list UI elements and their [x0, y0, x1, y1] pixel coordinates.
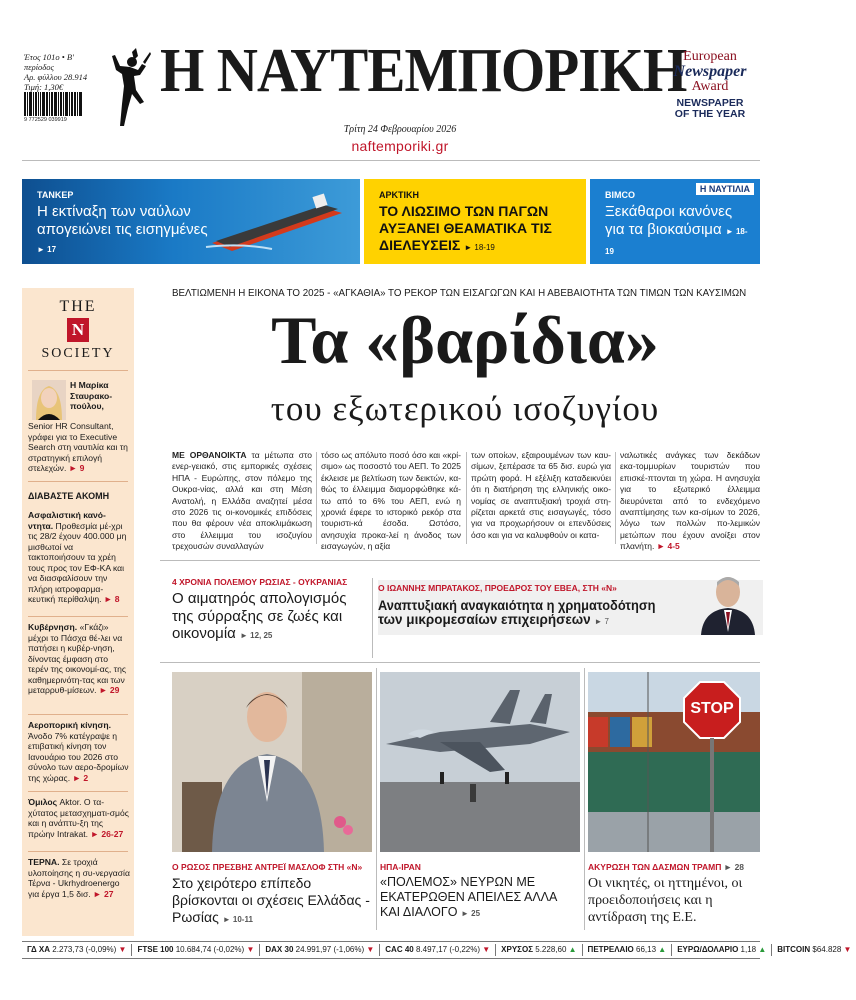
item-page: ► 26-27: [90, 828, 124, 839]
arrow-up-icon: ▲: [758, 945, 767, 954]
item-page: ► 8: [103, 594, 120, 604]
story-ukraine-war[interactable]: [172, 577, 372, 645]
item-text: Άνοδο 7% κατέγραψε η επιβατική κίνηση τον Ιανουάριο του 2026 στο σύνολο των αερο-δρομίων της χώρας.: [28, 730, 129, 783]
lead-in: ΜΕ ΟΡΘΑΝΟΙΚΤΑ: [172, 450, 247, 460]
box1-kicker: ΤΑΝΚΕΡ: [37, 190, 74, 200]
sidebar-divider: [28, 481, 128, 482]
item-bold: Όμιλος: [28, 797, 58, 807]
main-column-4: [620, 450, 760, 553]
photo-ambassador: [172, 672, 372, 852]
sidebar-divider: [28, 616, 128, 617]
story-b-page: ► 7: [594, 617, 609, 626]
issue-number: Αρ. φύλλου 28.914: [24, 72, 88, 82]
item-page-number: 26-27: [101, 828, 124, 839]
read-also-item[interactable]: [28, 797, 130, 839]
item-text: Aktor. Ο τα-χύτατος μετασχηματι-σμός και η ανάπτυ-ξη της πρώην Intrakat.: [28, 797, 129, 839]
website-link[interactable]: naftemporiki.gr: [351, 138, 449, 154]
ticker-item: [260, 944, 380, 956]
promo-box-bimco[interactable]: [590, 179, 760, 264]
award-line-3: Award: [691, 79, 729, 94]
item-page-number: 8: [114, 594, 120, 604]
photo-story-1-title-text: Στο χειρότερο επίπεδο βρίσκονται οι σχέσεις Ελλάδας - Ρωσίας: [172, 875, 370, 925]
photo-story-2-page-number: 25: [471, 909, 481, 918]
author-name: Η Μαρίκα Σταυρακο-πούλου,: [70, 380, 113, 411]
main-subheadline: του εξωτερικού ισοζυγίου: [270, 389, 660, 428]
ticker-label: ΕΥΡΩ/ΔΟΛΑΡΙΟ: [677, 945, 739, 954]
barcode-number: 9 772529 039919: [24, 117, 67, 123]
ticker-value: $64.828: [812, 945, 842, 954]
arrow-up-icon: ▲: [658, 945, 667, 954]
photo-story-2-kicker: ΗΠΑ-ΙΡΑΝ: [380, 862, 421, 872]
column-text: τα μέτωπα στο ενερ-γειακό, στις εμπορικές σχέσεις ΗΠΑ - Ευρώπης, στον πόλεμο της Ουκρα-νίας, αλλά και στη Μέση Ανατολή, η Ελλάδα αναζητεί μέσα στο 2026 τις οι-κονομικές επιδόσεις που θα φέρουν νέα αποκλιμάκωση στο έλλειμμα του ισοζυγίου τρεχουσών συναλλαγών: [172, 450, 312, 552]
arrow-down-icon: ▼: [843, 945, 852, 954]
item-page: ► 2: [72, 772, 89, 783]
issue-year: Έτος 101ο • Β' περίοδος: [24, 52, 74, 72]
award-line-2: Newspaper: [673, 63, 747, 80]
ticker-item: [672, 944, 772, 956]
item-page-number: 29: [109, 685, 120, 695]
ticker-value: 10.684,74 (-0,02%): [175, 945, 245, 954]
item-bold: ΤΕΡΝΑ.: [28, 857, 60, 867]
main-page-number: 4-5: [667, 541, 680, 552]
item-text: «Γκάζι» μέχρι το Πάσχα θέ-λει να πατήσει η κυβέρ-νηση, δίνοντας έμφαση στο τερέν της οικονομί-ας, της καθημερινότη-τας και των μεταρρυθ-μίσεων.: [28, 622, 126, 695]
photo-story-3-kicker-text: ΑΚΥΡΩΣΗ ΤΩΝ ΔΑΣΜΩΝ ΤΡΑΜΠ: [588, 862, 722, 872]
ticker-item: [132, 944, 260, 956]
photo-story-3-kicker-page: ► 28: [723, 862, 745, 872]
arrow-down-icon: ▼: [482, 945, 491, 954]
story-b-title-2-text: των μικρομεσαίων επιχειρήσεων: [378, 612, 591, 627]
issue-price: Τιμή: 1,30€: [24, 82, 64, 92]
ticker-value: 2.273,73 (-0,09%): [52, 945, 117, 954]
read-also-item[interactable]: [28, 622, 130, 696]
column-divider: [466, 452, 467, 544]
main-column-1: [172, 450, 312, 553]
item-bold: Κυβέρνηση.: [28, 622, 78, 632]
box2-kicker: ΑΡΚΤΙΚΗ: [379, 190, 419, 200]
promo-box-arctic[interactable]: [364, 179, 586, 264]
story-b-title-1: Αναπτυξιακή αναγκαιότητα η χρηματοδότηση: [378, 598, 656, 613]
ticker-value: 1,18: [740, 945, 757, 954]
column-divider: [372, 578, 373, 658]
box2-page-number: 18-19: [474, 243, 495, 252]
item-page: ► 29: [98, 685, 120, 695]
box2-title: [379, 203, 575, 256]
award-badge: [655, 50, 765, 120]
item-page-number: 2: [83, 772, 89, 783]
arrow-up-icon: ▲: [568, 945, 577, 954]
photo-stop-sign: [588, 672, 760, 852]
photo-story-2-page: ► 25: [461, 909, 481, 918]
photo-story-1-page: ► 10-11: [222, 915, 253, 924]
sidebar-divider: [28, 791, 128, 792]
story-bratakos-interview[interactable]: [378, 580, 763, 635]
item-bold: Ασφαλιστική κανό-ντητα.: [28, 510, 106, 531]
main-kicker: ΒΕΛΤΙΩΜΕΝΗ Η ΕΙΚΟΝΑ ΤΟ 2025 - «ΑΓΚΑΘΙΑ» ΤΟ ΡΕΚΟΡ ΤΩΝ ΕΙΣΑΓΩΓΩΝ ΚΑΙ Η ΑΒΕΒΑΙΟΤΗΤΑ ΤΩΝ ΤΙΜΩΝ ΤΩΝ ΚΑΥΣΙΜΩΝ: [172, 287, 747, 299]
ticker-label: ΓΔ ΧΑ: [27, 945, 51, 954]
item-page: ► 27: [93, 888, 114, 899]
society-logo-letter: N: [67, 318, 89, 342]
author-page: ► 9: [68, 463, 85, 473]
photo-story-1-page-number: 10-11: [232, 915, 253, 924]
box3-kicker: BIMCO: [605, 190, 635, 200]
item-text: Προθεσμία μέ-χρι τις 28/2 έχουν 400.000 μη μισθωτοί να τακτοποιήσουν τα χρέη τους προς τον ΕΦ-ΚΑ και να διασφαλίσουν την πλήρη ιατροφαρμα-κευτική περίθαλψη.: [28, 520, 127, 604]
box1-title-text: Η εκτίναξη των ναύλων απογειώνει τις εισηγμένες: [37, 203, 208, 238]
masthead-divider: [22, 160, 760, 161]
story-a-title: [172, 590, 372, 645]
fighter-jet-photo: [380, 672, 580, 852]
arrow-down-icon: ▼: [366, 945, 375, 954]
main-column-3: [471, 450, 611, 541]
column-divider: [376, 668, 377, 930]
photo-story-2-title: [380, 875, 580, 921]
box1-title: [37, 203, 217, 259]
column-text: τόσο ως απόλυτο ποσό όσο και «κρί-σιμο» ως ποσοστό του ΑΕΠ. Το 2025 έκλεισε με βελτίωση των δεικτών, κα-θώς το έλλειμμα διαμορφώθηκε κά-τω από το 6% του ΑΕΠ, ενώ η χρονιά έφερε το ιστορικό ρεκόρ στα τουριστι-κά έσοδα. Ωστόσο, ανησυχία προκα-λεί η άνοδος των εισαγωγών, η αξία: [321, 450, 461, 552]
column-text: των οποίων, εξαιρουμένων των καυ-σίμων, ξεπέρασε τα 65 δισ. ευρώ για πρώτη φορά. Η εξέλιξη καταδεικνύει ότι η διατήρηση της ελληνικής οικο-νομίας σε αναπτυξιακή τροχιά στη-ρίζεται αρκετά στις εισαγωγές, τόσο για να προχωρήσουν οι επενδύσεις όσο και για να καλυφθούν οι κατα-: [471, 450, 611, 540]
nautilia-badge: Η ΝΑΥΤΙΛΙΑ: [696, 183, 754, 195]
item-page-number: 27: [103, 888, 114, 899]
read-also-heading: ΔΙΑΒΑΣΤΕ ΑΚΟΜΗ: [28, 491, 110, 501]
box1-page: ► 17: [37, 245, 57, 254]
stop-sign-photo: [588, 672, 760, 852]
section-divider: [160, 560, 760, 561]
ambassador-photo: [172, 672, 372, 852]
photo-story-1-title: [172, 875, 377, 928]
read-also-item[interactable]: [28, 720, 130, 783]
society-the: THE: [59, 298, 97, 315]
award-line-1: European: [683, 49, 737, 64]
story-b-kicker: Ο ΙΩΑΝΝΗΣ ΜΠΡΑΤΑΚΟΣ, ΠΡΟΕΔΡΟΣ ΤΟΥ ΕΒΕΑ, ΣΤΗ «Ν»: [378, 583, 617, 593]
author-bio-text: Senior HR Consultant, γράφει για το Executive Search στη ναυτιλία και τη στρατηγική επιλογή στελεχών.: [28, 421, 128, 473]
ticker-label: DAX 30: [265, 945, 294, 954]
ticker-label: BITCOIN: [777, 945, 811, 954]
issue-date: Τρίτη 24 Φεβρουαρίου 2026: [343, 124, 457, 135]
ticker-item: [380, 944, 496, 956]
read-also-item[interactable]: [28, 510, 130, 605]
ticker-item: [496, 944, 582, 956]
photo-story-3-kicker-page-number: 28: [734, 862, 745, 872]
box2-page: ► 18-19: [464, 243, 495, 252]
main-page: ► 4-5: [656, 541, 680, 552]
item-text: Σε τροχιά υλοποίησης η συ-νεργασία Τέρνα - Ukrhydroenergo για έργα 1,5 δισ.: [28, 857, 130, 899]
main-column-2: [321, 450, 461, 553]
author-photo: [32, 380, 66, 420]
barcode: [24, 92, 84, 122]
author-bio: [28, 421, 130, 474]
photo-story-us-iran[interactable]: [380, 862, 580, 921]
photo-story-1-kicker: Ο ΡΩΣΟΣ ΠΡΕΣΒΗΣ ΑΝΤΡΕΪ ΜΑΣΛΟΦ ΣΤΗ «Ν»: [172, 862, 363, 872]
box3-title-text: Ξεκάθαροι κανόνες για τα βιοκαύσιμα: [605, 203, 733, 238]
sidebar-divider: [28, 851, 128, 852]
photo-story-2-title-text: «ΠΟΛΕΜΟΣ» ΝΕΥΡΩΝ ΜΕ ΕΚΑΤΕΡΩΘΕΝ ΑΠΕΙΛΕΣ ΑΛΛΑ ΚΑΙ ΔΙΑΛΟΓΟ: [380, 875, 557, 919]
story-a-title-text: Ο αιματηρός απολογισμός της σύρραξης σε ζωές και οικονομία: [172, 590, 347, 642]
ticker-item: [772, 944, 856, 956]
bratakos-photo: [693, 570, 763, 635]
box3-title: [605, 203, 755, 261]
sidebar-divider: [28, 714, 128, 715]
column-divider: [615, 452, 616, 544]
box2-title-text: ΤΟ ΛΙΩΣΙΜΟ ΤΩΝ ΠΑΓΩΝ ΑΥΞΑΝΕΙ ΘΕΑΜΑΤΙΚΑ ΤΙΣ ΔΙΕΛΕΥΣΕΙΣ: [379, 203, 552, 253]
story-a-page-number: 12, 25: [250, 631, 273, 640]
story-a-page: ► 12, 25: [240, 631, 273, 640]
arrow-down-icon: ▼: [246, 945, 255, 954]
read-also-item[interactable]: [28, 857, 130, 899]
issue-info: [24, 52, 94, 92]
photo-story-trump-tariffs[interactable]: [588, 862, 760, 926]
main-headline[interactable]: Τα «βαρίδια»: [271, 302, 659, 378]
ticker-label: CAC 40: [385, 945, 414, 954]
ticker-value: 24.991,97 (-1,06%): [295, 945, 365, 954]
ticker-item: [583, 944, 673, 956]
story-b-title-2: [378, 612, 609, 627]
sidebar-divider: [28, 370, 128, 371]
photo-story-3-kicker: [588, 862, 760, 872]
stop-sign-text: STOP: [690, 700, 734, 717]
ticker-label: ΧΡΥΣΟΣ: [501, 945, 534, 954]
column-divider: [584, 668, 585, 930]
box3-page: ► 18-19: [605, 227, 748, 256]
ticker-label: FTSE 100: [137, 945, 174, 954]
author-page-number: 9: [79, 463, 85, 473]
award-line-5: OF THE YEAR: [674, 108, 746, 120]
photo-fighter-jet: [380, 672, 580, 852]
tanker-ship-icon: [202, 193, 352, 257]
ticker-item: [22, 944, 132, 956]
story-a-kicker: 4 ΧΡΟΝΙΑ ΠΟΛΕΜΟΥ ΡΩΣΙΑΣ - ΟΥΚΡΑΝΙΑΣ: [172, 577, 348, 587]
box1-page-number: 17: [47, 245, 57, 254]
ticker-value: 5.228,60: [535, 945, 567, 954]
promo-box-tanker[interactable]: [22, 179, 360, 264]
ticker-value: 8.497,17 (-0,22%): [415, 945, 481, 954]
award-line-4: NEWSPAPER: [676, 97, 744, 109]
item-bold: Αεροπορική κίνηση.: [28, 720, 112, 730]
society-title: SOCIETY: [41, 346, 115, 361]
story-b-page-number: 7: [604, 617, 609, 626]
market-ticker: [22, 941, 852, 959]
hermes-mascot-icon: [110, 42, 152, 128]
photo-story-ambassador[interactable]: [172, 862, 377, 928]
box3-page-number: 18-19: [605, 227, 748, 256]
column-text: ναλωτικές ανάγκες των δεκάδων εκα-τομμυρίων τουριστών που επισκέ-πτονται τη χώρα. Η ανησυχία για το εξωτερικό έλλειμμα διευρύνεται από το ενδεχόμενο αναπτίμησης των κα-σίμων το 2026, λόγω των πολλών πο-λεμικών μετώπων που έχουν ανοίξει στον πλανήτη.: [620, 450, 760, 552]
column-divider: [316, 452, 317, 544]
arrow-down-icon: ▼: [118, 945, 127, 954]
newspaper-title: Η ΝΑΥΤΕΜΠΟΡΙΚΗ: [160, 37, 687, 105]
ticker-value: 66,13: [636, 945, 657, 954]
photo-story-3-title: Οι νικητές, οι ηττημένοι, οι προειδοποιήσεις και η αντίδραση της Ε.Ε.: [588, 876, 743, 925]
society-sidebar: [22, 288, 134, 936]
section-divider: [160, 662, 760, 663]
ticker-label: ΠΕΤΡΕΛΑΙΟ: [587, 945, 634, 954]
